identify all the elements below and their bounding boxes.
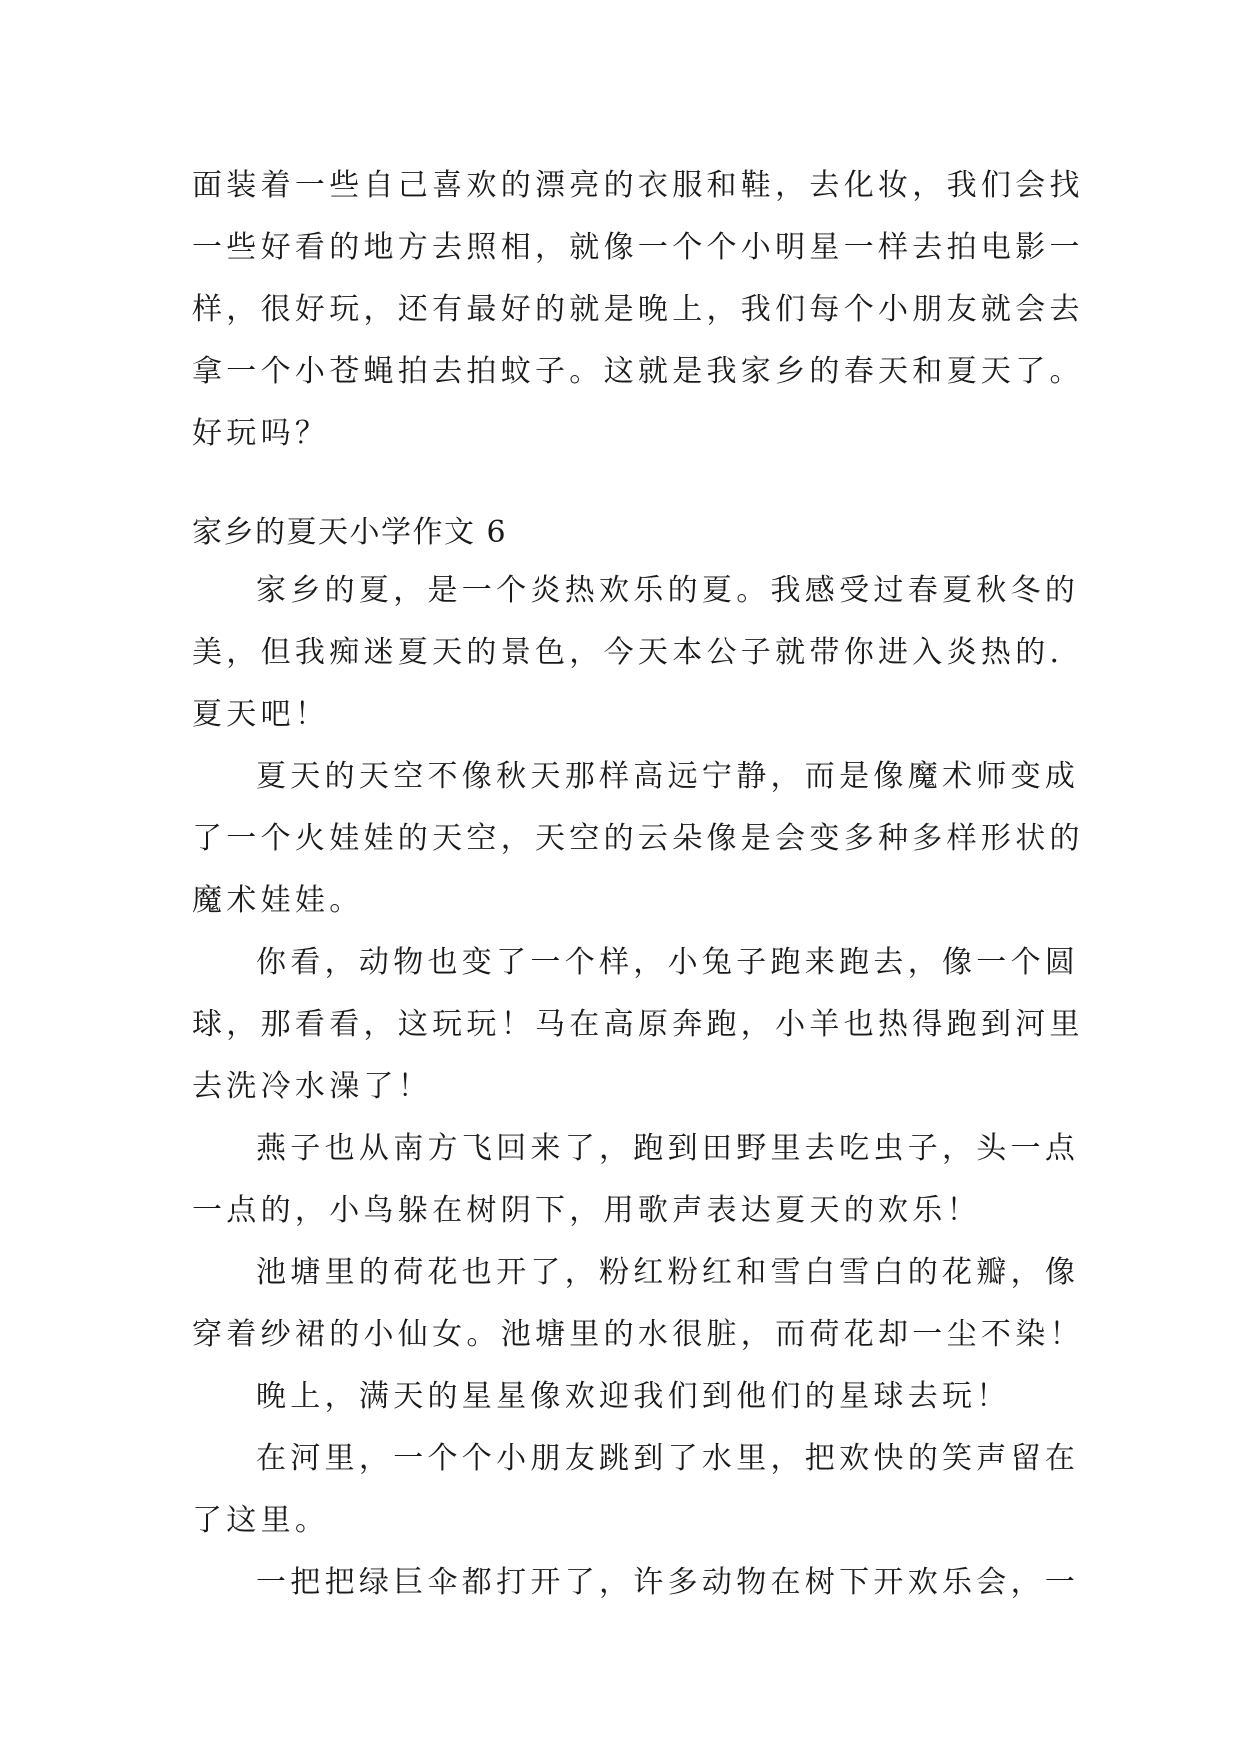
paragraph-line: 家乡的夏，是一个炎热欢乐的夏。我感受过春夏秋冬的 — [256, 573, 1080, 608]
paragraph-line: 了一个火娃娃的天空，天空的云朵像是会变多种多样形状的 — [192, 821, 1084, 856]
paragraph-line: 池塘里的荷花也开了，粉红粉红和雪白雪白的花瓣，像 — [256, 1255, 1080, 1290]
paragraph-line: 球，那看看，这玩玩！马在高原奔跑，小羊也热得跑到河里 — [192, 1007, 1084, 1042]
paragraph-line: 夏天吧！ — [192, 697, 330, 732]
paragraph-line: 一把把绿巨伞都打开了，许多动物在树下开欢乐会，一 — [256, 1565, 1080, 1600]
paragraph-line: 一点的，小鸟躲在树阴下，用歌声表达夏天的欢乐！ — [192, 1193, 981, 1228]
essay-title: 家乡的夏天小学作文 6 — [192, 515, 508, 550]
paragraph-line: 美，但我痴迷夏天的景色，今天本公子就带你进入炎热的. — [192, 635, 1064, 670]
paragraph-line: 了这里。 — [192, 1503, 330, 1538]
paragraph-line: 魔术娃娃。 — [192, 883, 364, 918]
text-line: 面装着一些自己喜欢的漂亮的衣服和鞋，去化妆，我们会找 — [192, 168, 1084, 203]
paragraph-line: 燕子也从南方飞回来了，跑到田野里去吃虫子，头一点 — [256, 1131, 1080, 1166]
paragraph-line: 你看，动物也变了一个样，小兔子跑来跑去，像一个圆 — [256, 945, 1080, 980]
paragraph-line: 夏天的天空不像秋天那样高远宁静，而是像魔术师变成 — [256, 759, 1080, 794]
paragraph-line: 去洗冷水澡了！ — [192, 1069, 433, 1104]
paragraph-line: 晚上，满天的星星像欢迎我们到他们的星球去玩！ — [256, 1379, 1011, 1414]
paragraph-line: 穿着纱裙的小仙女。池塘里的水很脏，而荷花却一尘不染！ — [192, 1317, 1084, 1352]
text-line: 一些好看的地方去照相，就像一个个小明星一样去拍电影一 — [192, 230, 1084, 265]
text-line: 样，很好玩，还有最好的就是晚上，我们每个小朋友就会去 — [192, 292, 1084, 327]
text-line: 拿一个小苍蝇拍去拍蚊子。这就是我家乡的春天和夏天了。 — [192, 354, 1084, 389]
text-line: 好玩吗？ — [192, 416, 330, 451]
paragraph-line: 在河里，一个个小朋友跳到了水里，把欢快的笑声留在 — [256, 1441, 1080, 1476]
